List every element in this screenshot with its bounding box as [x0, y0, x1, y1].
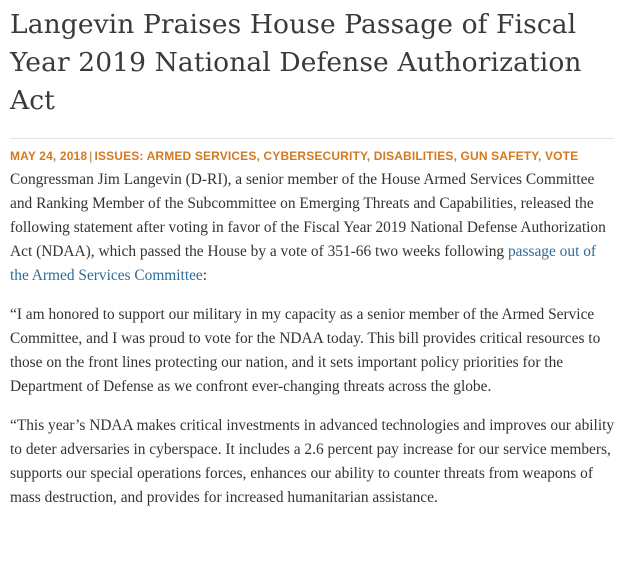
paragraph-quote-2: “This year’s NDAA makes critical investments in advanced technologies and improves our ability to deter adversaries in cyberspace. It includes a 2.6 percent pay increase for our service members, supports our special operations forces, enhances our ability to counter threats from weapons of mass destruction, and provides for increased humanitarian assistance. [10, 417, 615, 506]
issue-link-cybersecurity[interactable]: CYBERSECURITY [263, 149, 367, 163]
title-divider [10, 138, 614, 139]
intro-colon: : [202, 267, 208, 284]
page-title: Langevin Praises House Passage of Fiscal Year 2019 National Defense Authorization Act [10, 9, 582, 116]
committee-passage-link[interactable]: passage out of the Armed Services Committee [10, 243, 597, 284]
issue-link-gun-safety[interactable]: GUN SAFETY [460, 149, 539, 163]
article [10, 0, 615, 510]
issues-label: ISSUES: [94, 149, 144, 163]
meta-separator: | [89, 149, 93, 163]
article-meta: MAY 24, 2018 | ISSUES: ARMED SERVICES, CYBERSECURITY, DISABILITIES, GUN SAFETY, VOTE [10, 149, 579, 163]
intro-text: Congressman Jim Langevin (D-RI), a senior member of the House Armed Services Committee and Ranking Member of the Subcommittee on Emerging Threats and Capabilities, released the following statement after voting in favor of the Fiscal Year 2019 National Defense Authorization Act (NDAA), which passed the House by a vote of 351-66 two weeks following [10, 171, 606, 260]
paragraph-intro [10, 168, 615, 288]
article-body [10, 168, 615, 510]
issue-link-disabilities[interactable]: DISABILITIES [373, 149, 454, 163]
paragraph-quote-1: “I am honored to support our military in my capacity as a senior member of the Armed Service Committee, and I was proud to vote for the NDAA today. This bill provides critical resources to those on the front lines protecting our nation, and it sets important policy priorities for the Department of Defense as we confront ever-changing threats across the globe. [10, 306, 601, 395]
issue-link-vote[interactable]: VOTE [545, 149, 579, 163]
publish-date: MAY 24, 2018 [10, 149, 88, 163]
issue-link-armed-services[interactable]: ARMED SERVICES [146, 149, 257, 163]
